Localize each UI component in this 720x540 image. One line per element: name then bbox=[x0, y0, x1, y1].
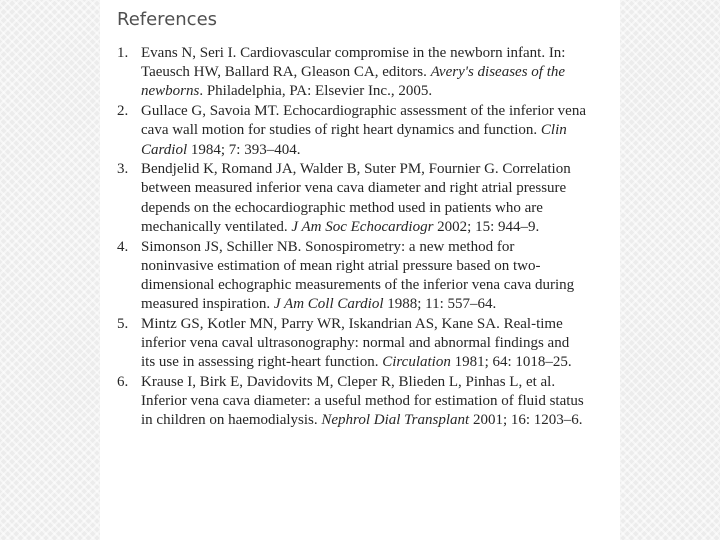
reference-list bbox=[117, 44, 587, 431]
reference-citation: 2001; 16: 1203–6. bbox=[469, 412, 583, 429]
reference-citation: . Philadelphia, PA: Elsevier Inc., 2005. bbox=[199, 83, 433, 100]
reference-authors-title: Simonson JS, Schiller NB. Sonospirometry: a new method for noninvasive estimation of mean right atrial pressure based on two-dimensional echographic measurements of the inferior vena cava during measured inspiration. bbox=[141, 238, 575, 313]
reference-authors-title: Evans N, Seri I. Cardiovascular compromise in the newborn infant. In: Taeusch HW, Ballard RA, Gleason CA, editors. bbox=[141, 45, 566, 81]
reference-number: 2. bbox=[117, 103, 129, 120]
reference-citation: 1981; 64: 1018–25. bbox=[450, 354, 572, 371]
reference-text bbox=[141, 238, 587, 315]
reference-number: 4. bbox=[117, 238, 129, 255]
reference-authors-title: Gullace G, Savoia MT. Echocardiographic assessment of the inferior vena cava wall motion for studies of right heart dynamics and function. bbox=[141, 103, 586, 139]
reference-journal: Avery's diseases of the newborns bbox=[141, 64, 566, 100]
reference-citation: 1988; 11: 557–64. bbox=[383, 296, 497, 313]
reference-text bbox=[141, 160, 587, 237]
slide-page bbox=[100, 0, 620, 540]
reference-item bbox=[117, 315, 587, 373]
reference-citation: 1984; 7: 393–404. bbox=[187, 141, 301, 158]
reference-journal: J Am Coll Cardiol bbox=[273, 296, 384, 313]
reference-number: 1. bbox=[117, 45, 129, 61]
reference-journal: J Am Soc Echocardiogr bbox=[291, 218, 434, 235]
reference-number: 3. bbox=[117, 161, 129, 178]
reference-text bbox=[141, 102, 587, 160]
reference-journal: Clin Cardiol bbox=[141, 122, 567, 158]
references-heading: References bbox=[117, 9, 218, 30]
reference-text bbox=[141, 315, 587, 373]
reference-text bbox=[141, 44, 587, 102]
reference-item bbox=[117, 160, 587, 237]
reference-item bbox=[117, 373, 587, 431]
reference-journal: Nephrol Dial Transplant bbox=[321, 412, 470, 429]
reference-item bbox=[117, 102, 587, 160]
reference-number: 6. bbox=[117, 373, 129, 390]
reference-authors-title: Bendjelid K, Romand JA, Walder B, Suter PM, Fournier G. Correlation between measured inferior vena cava diameter and right atrial pressure depends on the echocardiographic method used in patients who are mechanically ventilated. bbox=[141, 161, 571, 235]
reference-citation: 2002; 15: 944–9. bbox=[433, 218, 540, 235]
reference-item bbox=[117, 238, 587, 315]
reference-text bbox=[141, 373, 587, 431]
reference-authors-title: Mintz GS, Kotler MN, Parry WR, Iskandrian AS, Kane SA. Real-time inferior vena caval ultrasonography: normal and abnormal findings and its use in assessing right-heart function. bbox=[141, 315, 570, 371]
reference-authors-title: Krause I, Birk E, Davidovits M, Cleper R, Blieden L, Pinhas L, et al. Inferior vena cava diameter: a useful method for estimation of fluid status in children on haemodialysis. bbox=[141, 373, 584, 429]
reference-journal: Circulation bbox=[382, 354, 451, 371]
reference-number: 5. bbox=[117, 315, 129, 332]
reference-item bbox=[117, 44, 587, 102]
